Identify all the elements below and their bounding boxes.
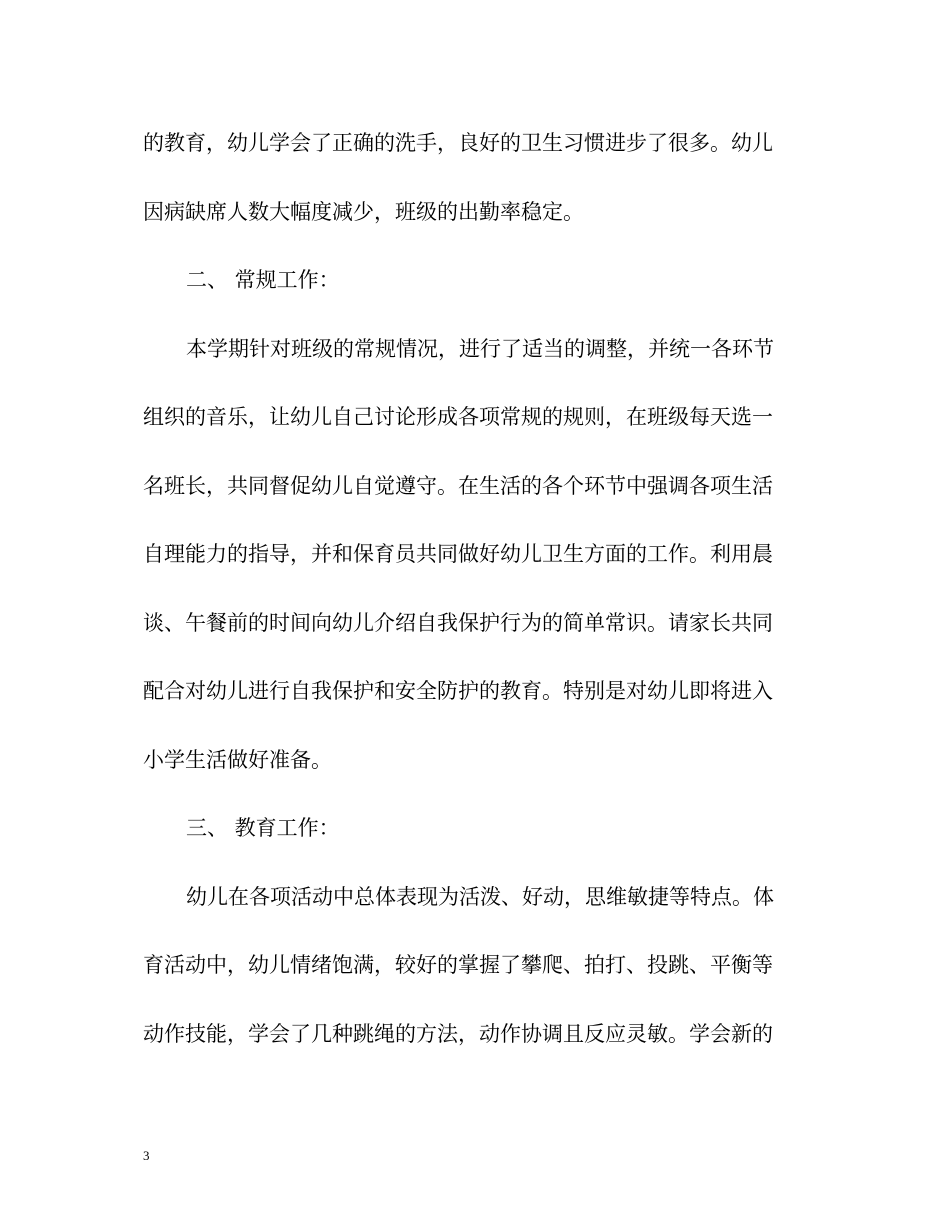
text-line: 的教育，幼儿学会了正确的洗手，良好的卫生习惯进步了很多。幼儿 bbox=[143, 131, 773, 155]
text-line: 本学期针对班级的常规情况，进行了适当的调整，并统一各环节 bbox=[186, 336, 774, 361]
text-line: 组织的音乐，让幼儿自己讨论形成各项常规的规则，在班级每天选一 bbox=[143, 405, 773, 429]
page-number: 3 bbox=[143, 1148, 150, 1163]
section-heading: 二、 常规工作： bbox=[186, 268, 340, 292]
text-line: 因病缺席人数大幅度减少，班级的出勤率稳定。 bbox=[143, 199, 584, 224]
text-line: 名班长，共同督促幼儿自觉遵守。在生活的各个环节中强调各项生活 bbox=[143, 473, 773, 498]
text-line: 自理能力的指导，并和保育员共同做好幼儿卫生方面的工作。利用晨 bbox=[143, 542, 773, 566]
text-line: 谈、午餐前的时间向幼儿介绍自我保护行为的简单常识。请家长共同 bbox=[143, 610, 773, 635]
text-line: 幼儿在各项活动中总体表现为活泼、好动，思维敏捷等特点。体 bbox=[186, 884, 774, 909]
text-line: 育活动中，幼儿情绪饱满，较好的掌握了攀爬、拍打、投跳、平衡等 bbox=[143, 953, 773, 977]
section-heading: 三、 教育工作： bbox=[186, 816, 340, 840]
document-body bbox=[143, 118, 803, 1077]
text-line: 动作技能，学会了几种跳绳的方法，动作协调且反应灵敏。学会新的 bbox=[143, 1021, 773, 1046]
text-line: 小学生活做好准备。 bbox=[143, 747, 332, 772]
text-line: 配合对幼儿进行自我保护和安全防护的教育。特别是对幼儿即将进入 bbox=[143, 679, 773, 703]
